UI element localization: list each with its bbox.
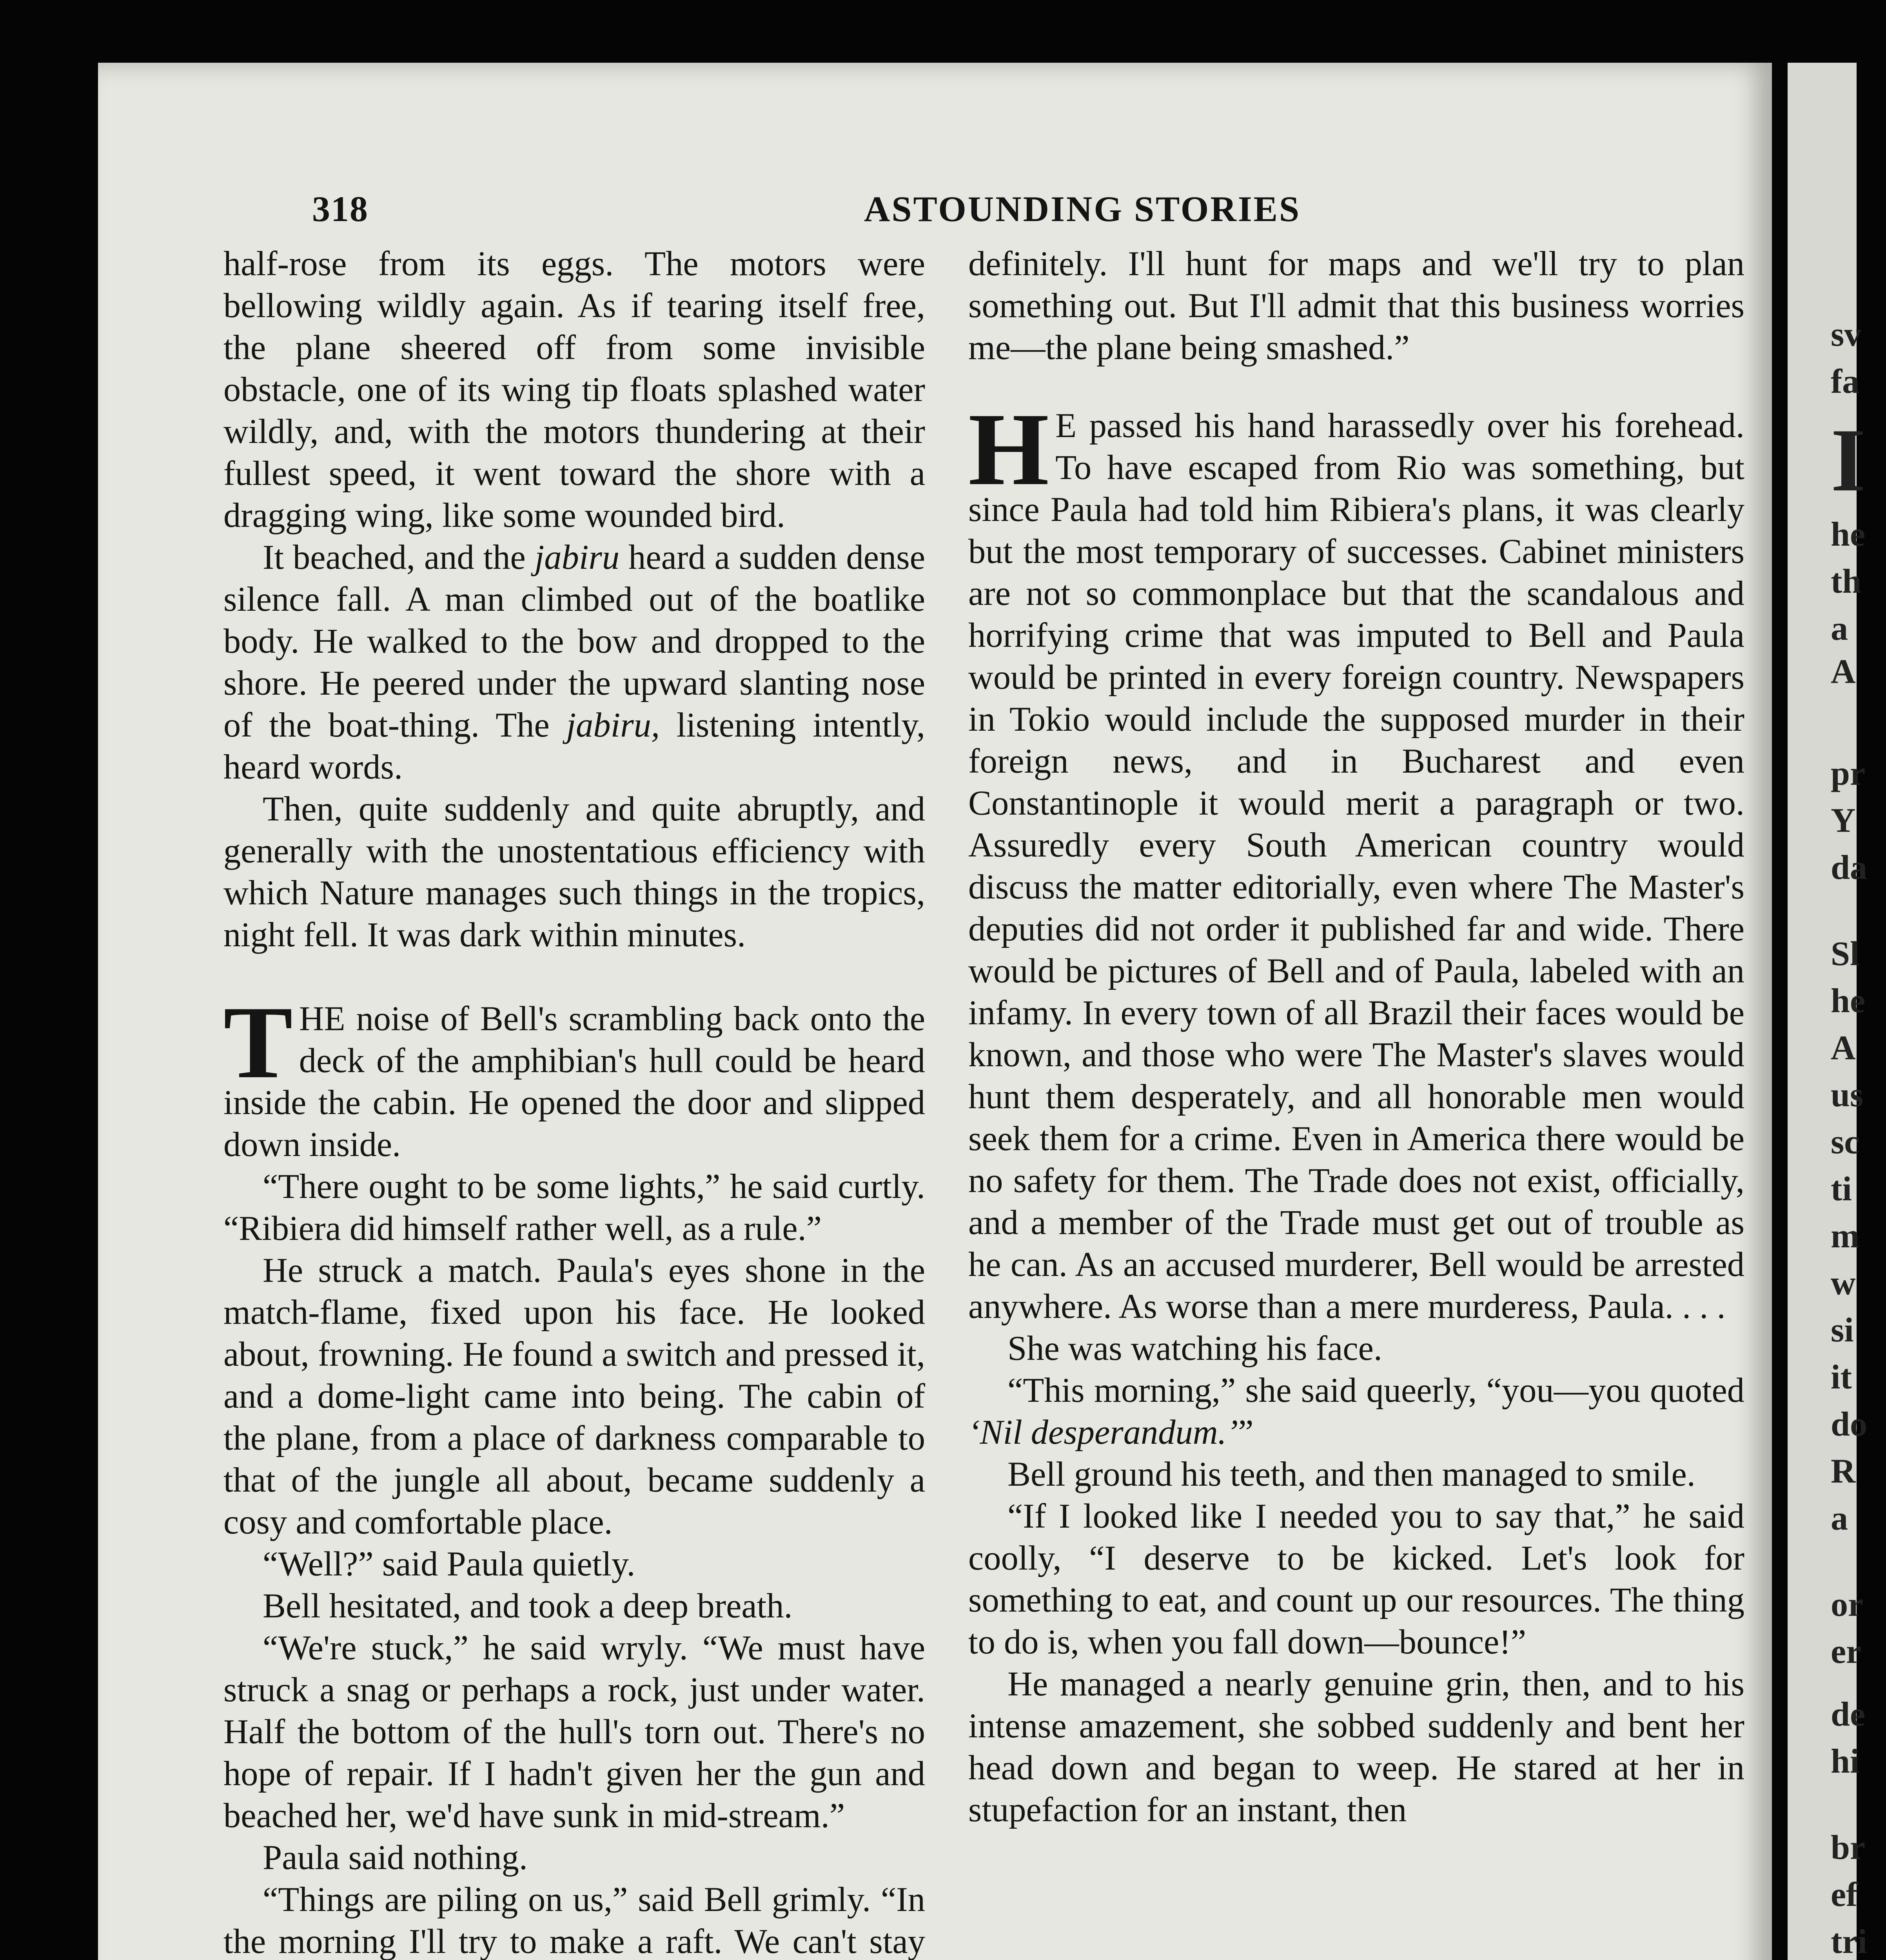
next-page-fragment: fa bbox=[1831, 363, 1860, 401]
paragraph: half-rose from its eggs. The motors were bellowing wildly again. As if tearing itself free, the plane sheered off from some invisible obstacle, one of its wing tip floats splashed water wildly, and, with the motors thundering at their fullest speed, it went toward the shore with a dragging wing, like some wounded bird. bbox=[223, 245, 925, 535]
page-number: 318 bbox=[312, 189, 368, 229]
next-page-fragment: R bbox=[1831, 1452, 1856, 1490]
next-page-fragment: ef bbox=[1831, 1876, 1858, 1914]
next-page-fragment: ti bbox=[1831, 1170, 1852, 1208]
paragraph: She was watching his face. bbox=[1007, 1329, 1382, 1368]
next-page-fragment: da bbox=[1831, 849, 1867, 887]
paragraph: “If I looked like I needed you to say that,” he said coolly, “I deserve to be kicked. Let's look for something to eat, and count up our resources. The thing to do is, when you fall down—bounce!” bbox=[968, 1497, 1744, 1661]
section-paragraph-drop-cap: HE passed his hand harassedly over his forehead. To have escaped from Rio was something, but since Paula had told him Ribiera's plans, it was clearly but the most temporary of successes. Cabinet ministers are not so commonplace but that the scandalous and horrifying crime that was imputed to Bell and Paula would be printed in every foreign country. Newspapers in Tokio would include the supposed murder in their foreign news, and in Bucharest and even Constantinople it would merit a paragraph or two. Assuredly every South American country would discuss the matter editorially, even where The Master's deputies did not order it published far and wide. There would be pictures of Bell and of Paula, labeled with an infamy. In every town of all Brazil their faces would be known, and those who were The Master's slaves would hunt them desperately, and all honorable men would seek them for a crime. Even in America there would be no safety for them. The Trade does not exist, officially, and a member of the Trade must get out of trouble as he can. As an accused murderer, Bell would be arrested anywhere. As worse than a mere murderess, Paula. . . . bbox=[968, 392, 1744, 1326]
paragraph: Then, quite suddenly and quite abruptly, and generally with the unostentatious efficiency with which Nature manages such things in the tropics, night fell. It was dark within minutes. bbox=[223, 790, 925, 954]
next-page-fragment: hi bbox=[1831, 1742, 1860, 1780]
next-page-fragment: w bbox=[1831, 1264, 1856, 1302]
section-paragraph-drop-cap: THE noise of Bell's scrambling back onto the deck of the amphibian's hull could be heard inside the cabin. He opened the door and slipped down inside. bbox=[223, 985, 925, 1164]
next-page-fragment: do bbox=[1831, 1405, 1867, 1443]
next-page-fragment: Y bbox=[1831, 802, 1856, 840]
left-column bbox=[223, 243, 925, 1960]
next-page-fragment: or bbox=[1831, 1586, 1864, 1624]
next-page-fragment: A bbox=[1831, 1029, 1856, 1067]
right-column bbox=[968, 243, 1744, 1831]
paragraph: “Things are piling on us,” said Bell grimly. “In the morning I'll try to make a raft. We can't stay bbox=[223, 1880, 925, 1960]
italic-word: jabiru bbox=[534, 538, 620, 577]
paragraph: Bell hesitated, and took a deep breath. bbox=[263, 1587, 793, 1625]
next-page-fragment: de bbox=[1831, 1695, 1865, 1733]
next-page-fragment: he bbox=[1831, 982, 1865, 1020]
italic-word: jabiru, bbox=[566, 706, 660, 744]
paragraph: “Well?” said Paula quietly. bbox=[263, 1545, 635, 1583]
next-page-fragment: A bbox=[1831, 653, 1856, 691]
next-page-edge bbox=[1788, 63, 1867, 1960]
next-page-fragment: er bbox=[1831, 1633, 1862, 1671]
next-page-fragment: th bbox=[1831, 563, 1862, 601]
next-page-fragment: Sl bbox=[1831, 935, 1860, 973]
next-page-fragment: sc bbox=[1831, 1123, 1860, 1161]
next-page-fragment: it bbox=[1831, 1358, 1852, 1396]
italic-phrase: ‘Nil desperandum.’ bbox=[968, 1413, 1238, 1452]
paragraph: He managed a nearly genuine grin, then, and to his intense amazement, she sobbed suddenly and bent her head down and began to weep. He stared at her in stupefaction for an instant, then bbox=[968, 1665, 1744, 1829]
paragraph: “This morning,” she said queerly, “you—you quoted ‘Nil desperandum.’” bbox=[968, 1371, 1744, 1452]
paragraph: “There ought to be some lights,” he said curtly. “Ribiera did himself rather well, as a rule.” bbox=[223, 1167, 925, 1248]
running-title: ASTOUNDING STORIES bbox=[864, 189, 1301, 229]
next-page-fragment: he bbox=[1831, 515, 1865, 554]
paragraph: definitely. I'll hunt for maps and we'll try to plan something out. But I'll admit that this business worries me—the plane being smashed.” bbox=[968, 245, 1744, 367]
next-page-fragment: us bbox=[1831, 1076, 1864, 1114]
next-page-fragment: I bbox=[1831, 410, 1866, 510]
next-page-fragment: si bbox=[1831, 1311, 1854, 1349]
page-header bbox=[312, 169, 1821, 227]
next-page-fragment: tri bbox=[1831, 1923, 1867, 1960]
next-page-fragment: pr bbox=[1831, 755, 1865, 793]
paragraph: He struck a match. Paula's eyes shone in the match-flame, fixed upon his face. He looked about, frowning. He found a switch and pressed it, and a dome-light came into being. The cabin of the plane, from a place of darkness comparable to that of the jungle all about, became suddenly a cosy and comfortable place. bbox=[223, 1251, 925, 1541]
next-page-fragment: a bbox=[1831, 1499, 1848, 1537]
next-page-fragment: sv bbox=[1831, 316, 1862, 354]
paragraph: “We're stuck,” he said wryly. “We must have struck a snag or perhaps a rock, just under water. Half the bottom of the hull's torn out. There's no hope of repair. If I hadn't given her the gun and beached her, we'd have sunk in mid-stream.” bbox=[223, 1629, 925, 1835]
paragraph: Bell ground his teeth, and then managed to smile. bbox=[1007, 1455, 1695, 1494]
next-page-fragment: m bbox=[1831, 1217, 1860, 1255]
paragraph: It beached, and the jabiru heard a sudden dense silence fall. A man climbed out of the boatlike body. He walked to the bow and dropped to the shore. He peered under the upward slanting nose of the boat-thing. The jabiru, listening intently, heard words. bbox=[223, 538, 925, 786]
next-page-fragment: a bbox=[1831, 610, 1848, 648]
next-page-fragment: br bbox=[1831, 1829, 1865, 1867]
paragraph: Paula said nothing. bbox=[263, 1838, 528, 1877]
